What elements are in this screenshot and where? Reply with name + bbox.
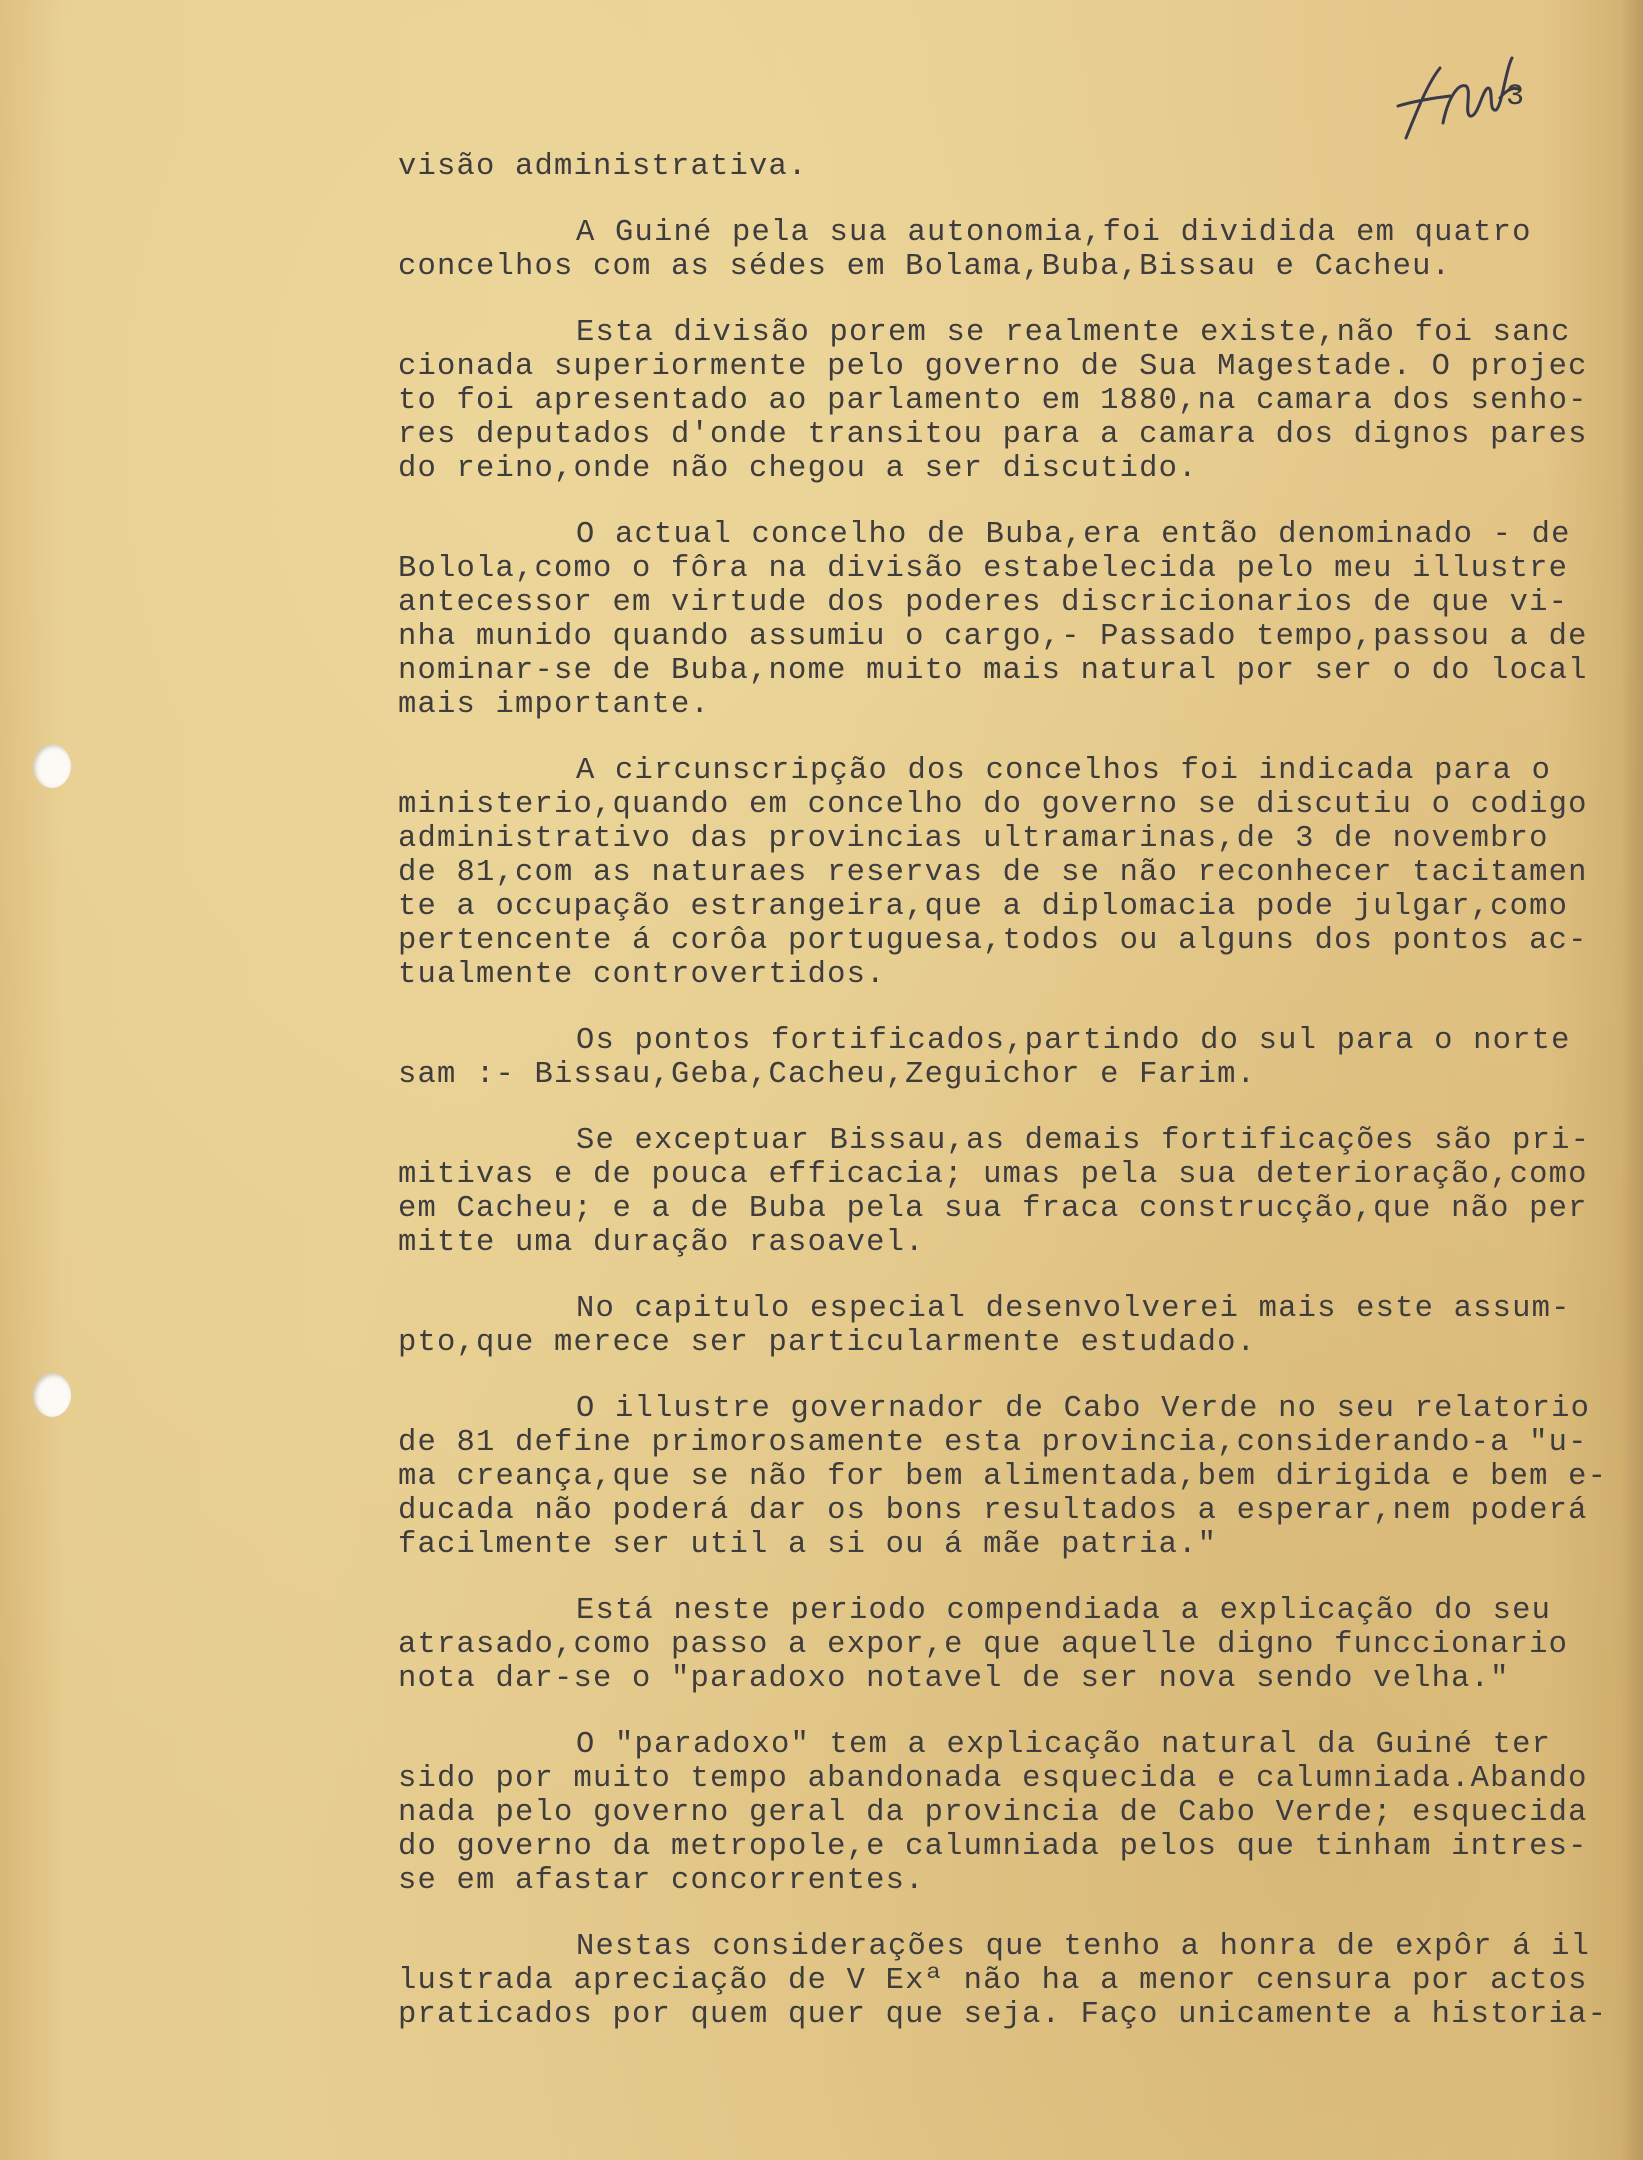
paragraph-7 <box>398 1292 1630 1360</box>
text-line: pto,que merece ser particularmente estudado. <box>398 1326 1257 1360</box>
text-line: ministerio,quando em concelho do governo se discutiu o codigo <box>398 788 1588 822</box>
text-line: O "paradoxo" tem a explicação natural da Guiné ter <box>576 1728 1552 1762</box>
text-line: concelhos com as sédes em Bolama,Buba,Bissau e Cacheu. <box>398 250 1452 284</box>
text-line: Bolola,como o fôra na divisão estabelecida pelo meu illustre <box>398 552 1569 586</box>
punch-hole-lower <box>33 1373 71 1417</box>
text-line: nha munido quando assumiu o cargo,- Passado tempo,passou a de <box>398 620 1588 654</box>
text-line: A Guiné pela sua autonomia,foi dividida em quatro <box>576 216 1532 250</box>
text-line: Está neste periodo compendiada a explicação do seu <box>576 1594 1552 1628</box>
text-line: mitte uma duração rasoavel. <box>398 1226 925 1260</box>
text-line: nominar-se de Buba,nome muito mais natural por ser o do local <box>398 654 1588 688</box>
paragraph-0 <box>398 150 1630 184</box>
text-line: do reino,onde não chegou a ser discutido. <box>398 452 1198 486</box>
text-line: antecessor em virtude dos poderes discricionarios de que vi- <box>398 586 1569 620</box>
paragraph-5 <box>398 1024 1630 1092</box>
text-line: mais importante. <box>398 688 711 722</box>
text-line: nota dar-se o "paradoxo notavel de ser nova sendo velha." <box>398 1662 1510 1696</box>
text-line: mitivas e de pouca efficacia; umas pela sua deterioração,como <box>398 1158 1588 1192</box>
text-line: tualmente controvertidos. <box>398 958 886 992</box>
text-line: lustrada apreciação de V Exª não ha a menor censura por actos <box>398 1964 1588 1998</box>
text-line: sido por muito tempo abandonada esquecida e calumniada.Abando <box>398 1762 1588 1796</box>
text-line: praticados por quem quer que seja. Faço unicamente a historia- <box>398 1998 1608 2032</box>
paragraph-11 <box>398 1930 1630 2032</box>
text-line: de 81 define primorosamente esta provincia,considerando-a "u- <box>398 1426 1588 1460</box>
text-line: visão administrativa. <box>398 150 808 184</box>
text-line: te a occupação estrangeira,que a diplomacia pode julgar,como <box>398 890 1569 924</box>
text-line: de 81,com as naturaes reservas de se não reconhecer tacitamen <box>398 856 1588 890</box>
paragraph-2 <box>398 316 1630 486</box>
text-line: nada pelo governo geral da provincia de Cabo Verde; esquecida <box>398 1796 1588 1830</box>
text-line: to foi apresentado ao parlamento em 1880,na camara dos senho- <box>398 384 1588 418</box>
text-line: ducada não poderá dar os bons resultados a esperar,nem poderá <box>398 1494 1588 1528</box>
paragraph-4 <box>398 754 1630 992</box>
text-line: res deputados d'onde transitou para a camara dos dignos pares <box>398 418 1588 452</box>
text-line: do governo da metropole,e calumniada pelos que tinham intres- <box>398 1830 1588 1864</box>
text-line: O actual concelho de Buba,era então denominado - de <box>576 518 1571 552</box>
text-line: em Cacheu; e a de Buba pela sua fraca construcção,que não per <box>398 1192 1588 1226</box>
text-line: se em afastar concorrentes. <box>398 1864 925 1898</box>
text-line: O illustre governador de Cabo Verde no seu relatorio <box>576 1392 1591 1426</box>
text-line: Esta divisão porem se realmente existe,não foi sanc <box>576 316 1571 350</box>
punch-hole-upper <box>33 744 71 788</box>
text-line: Nestas considerações que tenho a honra de expôr á il <box>576 1930 1591 1964</box>
text-line: pertencente á corôa portuguesa,todos ou alguns dos pontos ac- <box>398 924 1588 958</box>
text-line: A circunscripção dos concelhos foi indicada para o <box>576 754 1552 788</box>
paragraph-8 <box>398 1392 1630 1562</box>
text-line: administrativo das provincias ultramarinas,de 3 de novembro <box>398 822 1549 856</box>
paragraph-3 <box>398 518 1630 722</box>
text-line: atrasado,como passo a expor,e que aquelle digno funccionario <box>398 1628 1569 1662</box>
text-line: Se exceptuar Bissau,as demais fortificações são pri- <box>576 1124 1591 1158</box>
text-line: No capitulo especial desenvolverei mais este assum- <box>576 1292 1571 1326</box>
text-line: cionada superiormente pelo governo de Sua Magestade. O projec <box>398 350 1588 384</box>
text-line: facilmente ser util a si ou á mãe patria." <box>398 1528 1218 1562</box>
paragraph-6 <box>398 1124 1630 1260</box>
paragraph-10 <box>398 1728 1630 1898</box>
typed-text-body <box>398 150 1630 2064</box>
text-line: Os pontos fortificados,partindo do sul para o norte <box>576 1024 1571 1058</box>
text-line: sam :- Bissau,Geba,Cacheu,Zeguichor e Farim. <box>398 1058 1257 1092</box>
text-line: ma creança,que se não for bem alimentada,bem dirigida e bem e- <box>398 1460 1608 1494</box>
paragraph-9 <box>398 1594 1630 1696</box>
page-number: 3 <box>1506 80 1525 114</box>
paragraph-1 <box>398 216 1630 284</box>
